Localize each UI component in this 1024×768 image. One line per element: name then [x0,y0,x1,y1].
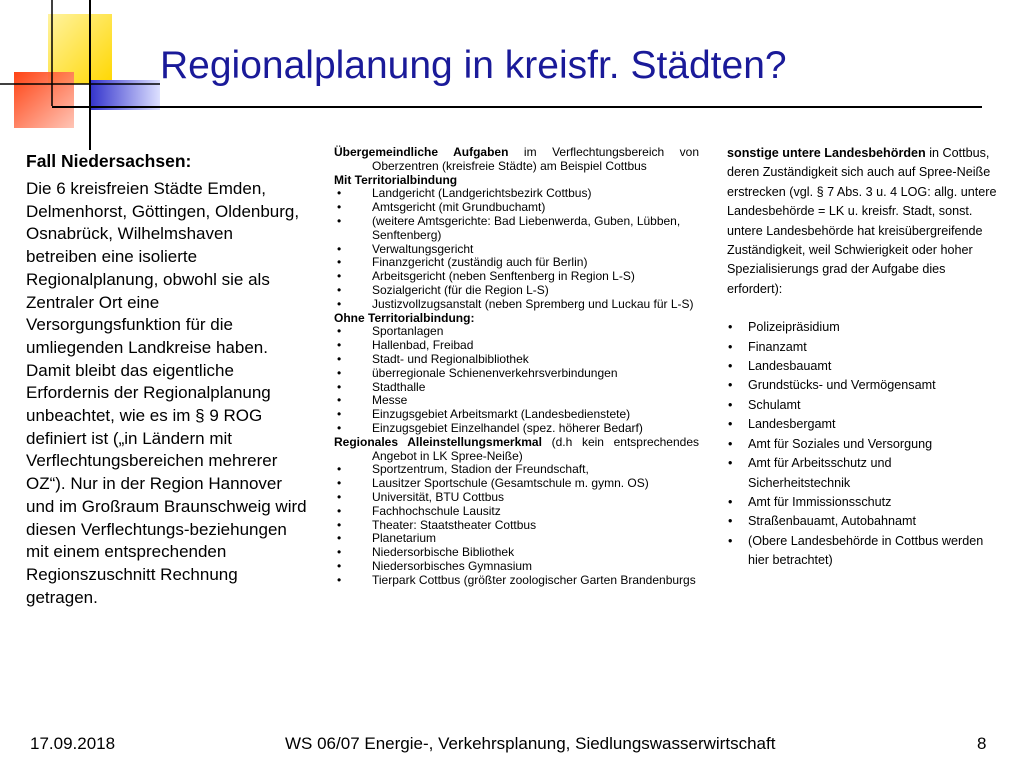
bullet-icon: • [337,489,342,504]
bullet-icon: • [337,338,342,353]
list-item-text: Stadt- und Regionalbibliothek [372,351,529,366]
list-item [727,493,997,512]
list-item [334,187,699,201]
regionales-heading-rest: (d.h kein entsprechendes Angebot in LK Spree-Neiße) [372,434,700,463]
list-item-text: Amtsgericht (mit Grundbuchamt) [372,200,546,215]
bullet-icon: • [337,296,342,311]
list-item [334,477,699,491]
list-item [727,376,997,395]
right-column [727,144,997,571]
list-item-text: Schulamt [748,397,801,412]
left-column [26,150,308,609]
slide-title: Regionalplanung in kreisfr. Städten? [160,44,787,87]
list-item-text: Amt für Soziales und Versorgung [748,436,933,451]
list-item-text: Arbeitsgericht (neben Senftenberg in Region L-S) [372,269,635,284]
list-item-text: Theater: Staatstheater Cottbus [372,517,537,532]
list-item [334,560,699,574]
list-item [727,338,997,357]
bullet-icon: • [728,320,733,335]
bullet-icon: • [337,241,342,256]
list-item [727,396,997,415]
list-item-text: Niedersorbische Bibliothek [372,545,515,560]
regionales-heading [334,436,699,464]
list-item [334,243,699,257]
list-item-text: Polizeipräsidium [748,320,840,335]
list-item-text: Lausitzer Sportschule (Gesamtschule m. gymn. OS) [372,476,649,491]
list-item [334,367,699,381]
list-item [334,394,699,408]
list-item-text: Sozialgericht (für die Region L-S) [372,282,549,297]
title-underline [52,106,982,108]
list-item-text: Amt für Immissionsschutz [748,494,892,509]
bullet-icon: • [728,456,733,471]
list-item [727,318,997,337]
bullet-icon: • [337,517,342,532]
list-item-text: Landgericht (Landgerichtsbezirk Cottbus) [372,186,592,201]
landesbehoerden-list [727,318,997,570]
list-item [334,505,699,519]
list-item-text: Einzugsgebiet Einzelhandel (spez. höherer Bedarf) [372,420,643,435]
bullet-icon: • [728,397,733,412]
bullet-icon: • [337,365,342,380]
bullet-icon: • [728,533,733,548]
list-item-text: (weitere Amtsgerichte: Bad Liebenwerda, Guben, Lübben, Senftenberg) [372,213,681,242]
list-item-text: Sportanlagen [372,324,444,339]
bullet-icon: • [337,476,342,491]
list-item-text: Hallenbad, Freibad [372,338,474,353]
bullet-icon: • [337,420,342,435]
middle-intro [334,146,699,174]
bullet-icon: • [337,503,342,518]
list-item [334,353,699,367]
list-item-text: Landesbauamt [748,359,832,374]
list-item [334,532,699,546]
regionales-heading-bold: Regionales Alleinstellungsmerkmal [334,434,542,449]
bullet-icon: • [337,324,342,339]
bullet-icon: • [337,213,342,228]
bullet-icon: • [337,351,342,366]
list-item [334,381,699,395]
list-item [334,339,699,353]
list-item-text: überregionale Schienenverkehrsverbindungen [372,365,618,380]
list-item [334,298,699,312]
bullet-icon: • [728,494,733,509]
list-item [334,519,699,533]
list-item-text: Universität, BTU Cottbus [372,489,505,504]
list-item [727,435,997,454]
bullet-icon: • [337,269,342,284]
bullet-icon: • [728,359,733,374]
list-item-text: Justizvollzugsanstalt (neben Spremberg und Luckau für L-S) [372,296,694,311]
list-item-text: Verwaltungsgericht [372,241,474,256]
bullet-icon: • [337,572,342,587]
list-item [334,270,699,284]
footer-date: 17.09.2018 [30,734,116,753]
footer-course-title: WS 06/07 Energie-, Verkehrsplanung, Siedlungswasserwirtschaft [285,734,776,753]
bullet-icon: • [337,255,342,270]
regionales-list [334,463,699,587]
left-body-text: Die 6 kreisfreien Städte Emden, Delmenhorst, Göttingen, Oldenburg, Osnabrück, Wilhelmshaven betreiben eine isolierte Regionalplanung, obwohl sie als Zentraler Ort eine Versorgungsfunktion für die umliegenden Landkreise haben. Damit bleibt das eigentliche Erfordernis der Regionalplanung unbeachtet, wie es im § 9 ROG definiert ist („in Ländern mit Verflechtungsbereichen mehrerer OZ“). Nur in der Region Hannover und im Großraum Braunschweig wird diesen Verflechtungs-beziehungen mit einem entsprechenden Regionszuschnitt Rechnung getragen. [26,179,307,607]
list-item-text: Fachhochschule Lausitz [372,503,501,518]
bullet-icon: • [728,514,733,529]
bullet-icon: • [728,378,733,393]
list-item-text: (Obere Landesbehörde in Cottbus werden hier betrachtet) [748,533,984,568]
list-item [727,357,997,376]
mit-territorialbindung-list [334,187,699,311]
list-item-text: Straßenbauamt, Autobahnamt [748,514,917,529]
ohne-territorialbindung-list [334,325,699,435]
middle-column [334,146,699,588]
list-item-text: Amt für Arbeitsschutz und Sicherheitstechnik [748,456,892,490]
list-item [334,325,699,339]
list-item-text: Tierpark Cottbus (größter zoologischer Garten Brandenburgs [372,572,696,587]
bullet-icon: • [337,379,342,394]
list-item-text: Grundstücks- und Vermögensamt [748,378,936,393]
list-item-text: Planetarium [372,531,437,546]
bullet-icon: • [728,339,733,354]
left-heading: Fall Niedersachsen: [26,151,192,171]
list-item-text: Landesbergamt [748,417,836,432]
list-item [334,463,699,477]
bullet-icon: • [337,558,342,573]
middle-intro-bold: Übergemeindliche Aufgaben [334,145,509,159]
list-item-text: Einzugsgebiet Arbeitsmarkt (Landesbedienstete) [372,407,631,422]
list-item [727,454,997,493]
list-item [334,422,699,436]
bullet-icon: • [728,436,733,451]
list-item-text: Finanzgericht (zuständig auch für Berlin) [372,255,588,270]
list-item-text: Stadthalle [372,379,426,394]
footer-page-number: 8 [977,734,987,753]
ohne-territorialbindung-heading: Ohne Territorialbindung: [334,310,475,325]
list-item [727,532,997,571]
list-item [334,574,699,588]
list-item [727,512,997,531]
right-intro-bold: sonstige untere Landesbehörden [727,146,926,160]
mit-territorialbindung-heading: Mit Territorialbindung [334,172,458,187]
bullet-icon: • [337,545,342,560]
bullet-icon: • [337,282,342,297]
list-item [727,415,997,434]
right-intro-rest: in Cottbus, deren Zuständigkeit sich auch auf Spree-Neiße erstrecken (vgl. § 7 Abs. 3 u. 4 LOG: allg. untere Landesbehörde = LK u. kreisfr. Stadt, sonst. untere Landesbehörde hat kreisübergreifende Zuständigkeit, weil Schwierigkeit oder hoher Spezialisierungs grad der Aufgabe dies erfordert): [727,146,997,296]
list-item [334,284,699,298]
list-item-text: Messe [372,393,408,408]
bullet-icon: • [337,531,342,546]
bullet-icon: • [337,186,342,201]
bullet-icon: • [337,393,342,408]
corner-decoration-graphic [0,0,160,150]
bullet-icon: • [337,200,342,215]
list-item-text: Niedersorbisches Gymnasium [372,558,533,573]
list-item-text: Sportzentrum, Stadion der Freundschaft, [372,462,589,477]
list-item [334,215,699,243]
bullet-icon: • [337,407,342,422]
middle-intro-rest: im Verflechtungsbereich von Oberzentren (kreisfreie Städte) am Beispiel Cottbus [372,145,699,173]
list-item [334,408,699,422]
list-item [334,256,699,270]
list-item-text: Finanzamt [748,339,807,354]
right-intro [727,144,997,299]
list-item [334,546,699,560]
bullet-icon: • [728,417,733,432]
list-item [334,201,699,215]
list-item [334,491,699,505]
bullet-icon: • [337,462,342,477]
